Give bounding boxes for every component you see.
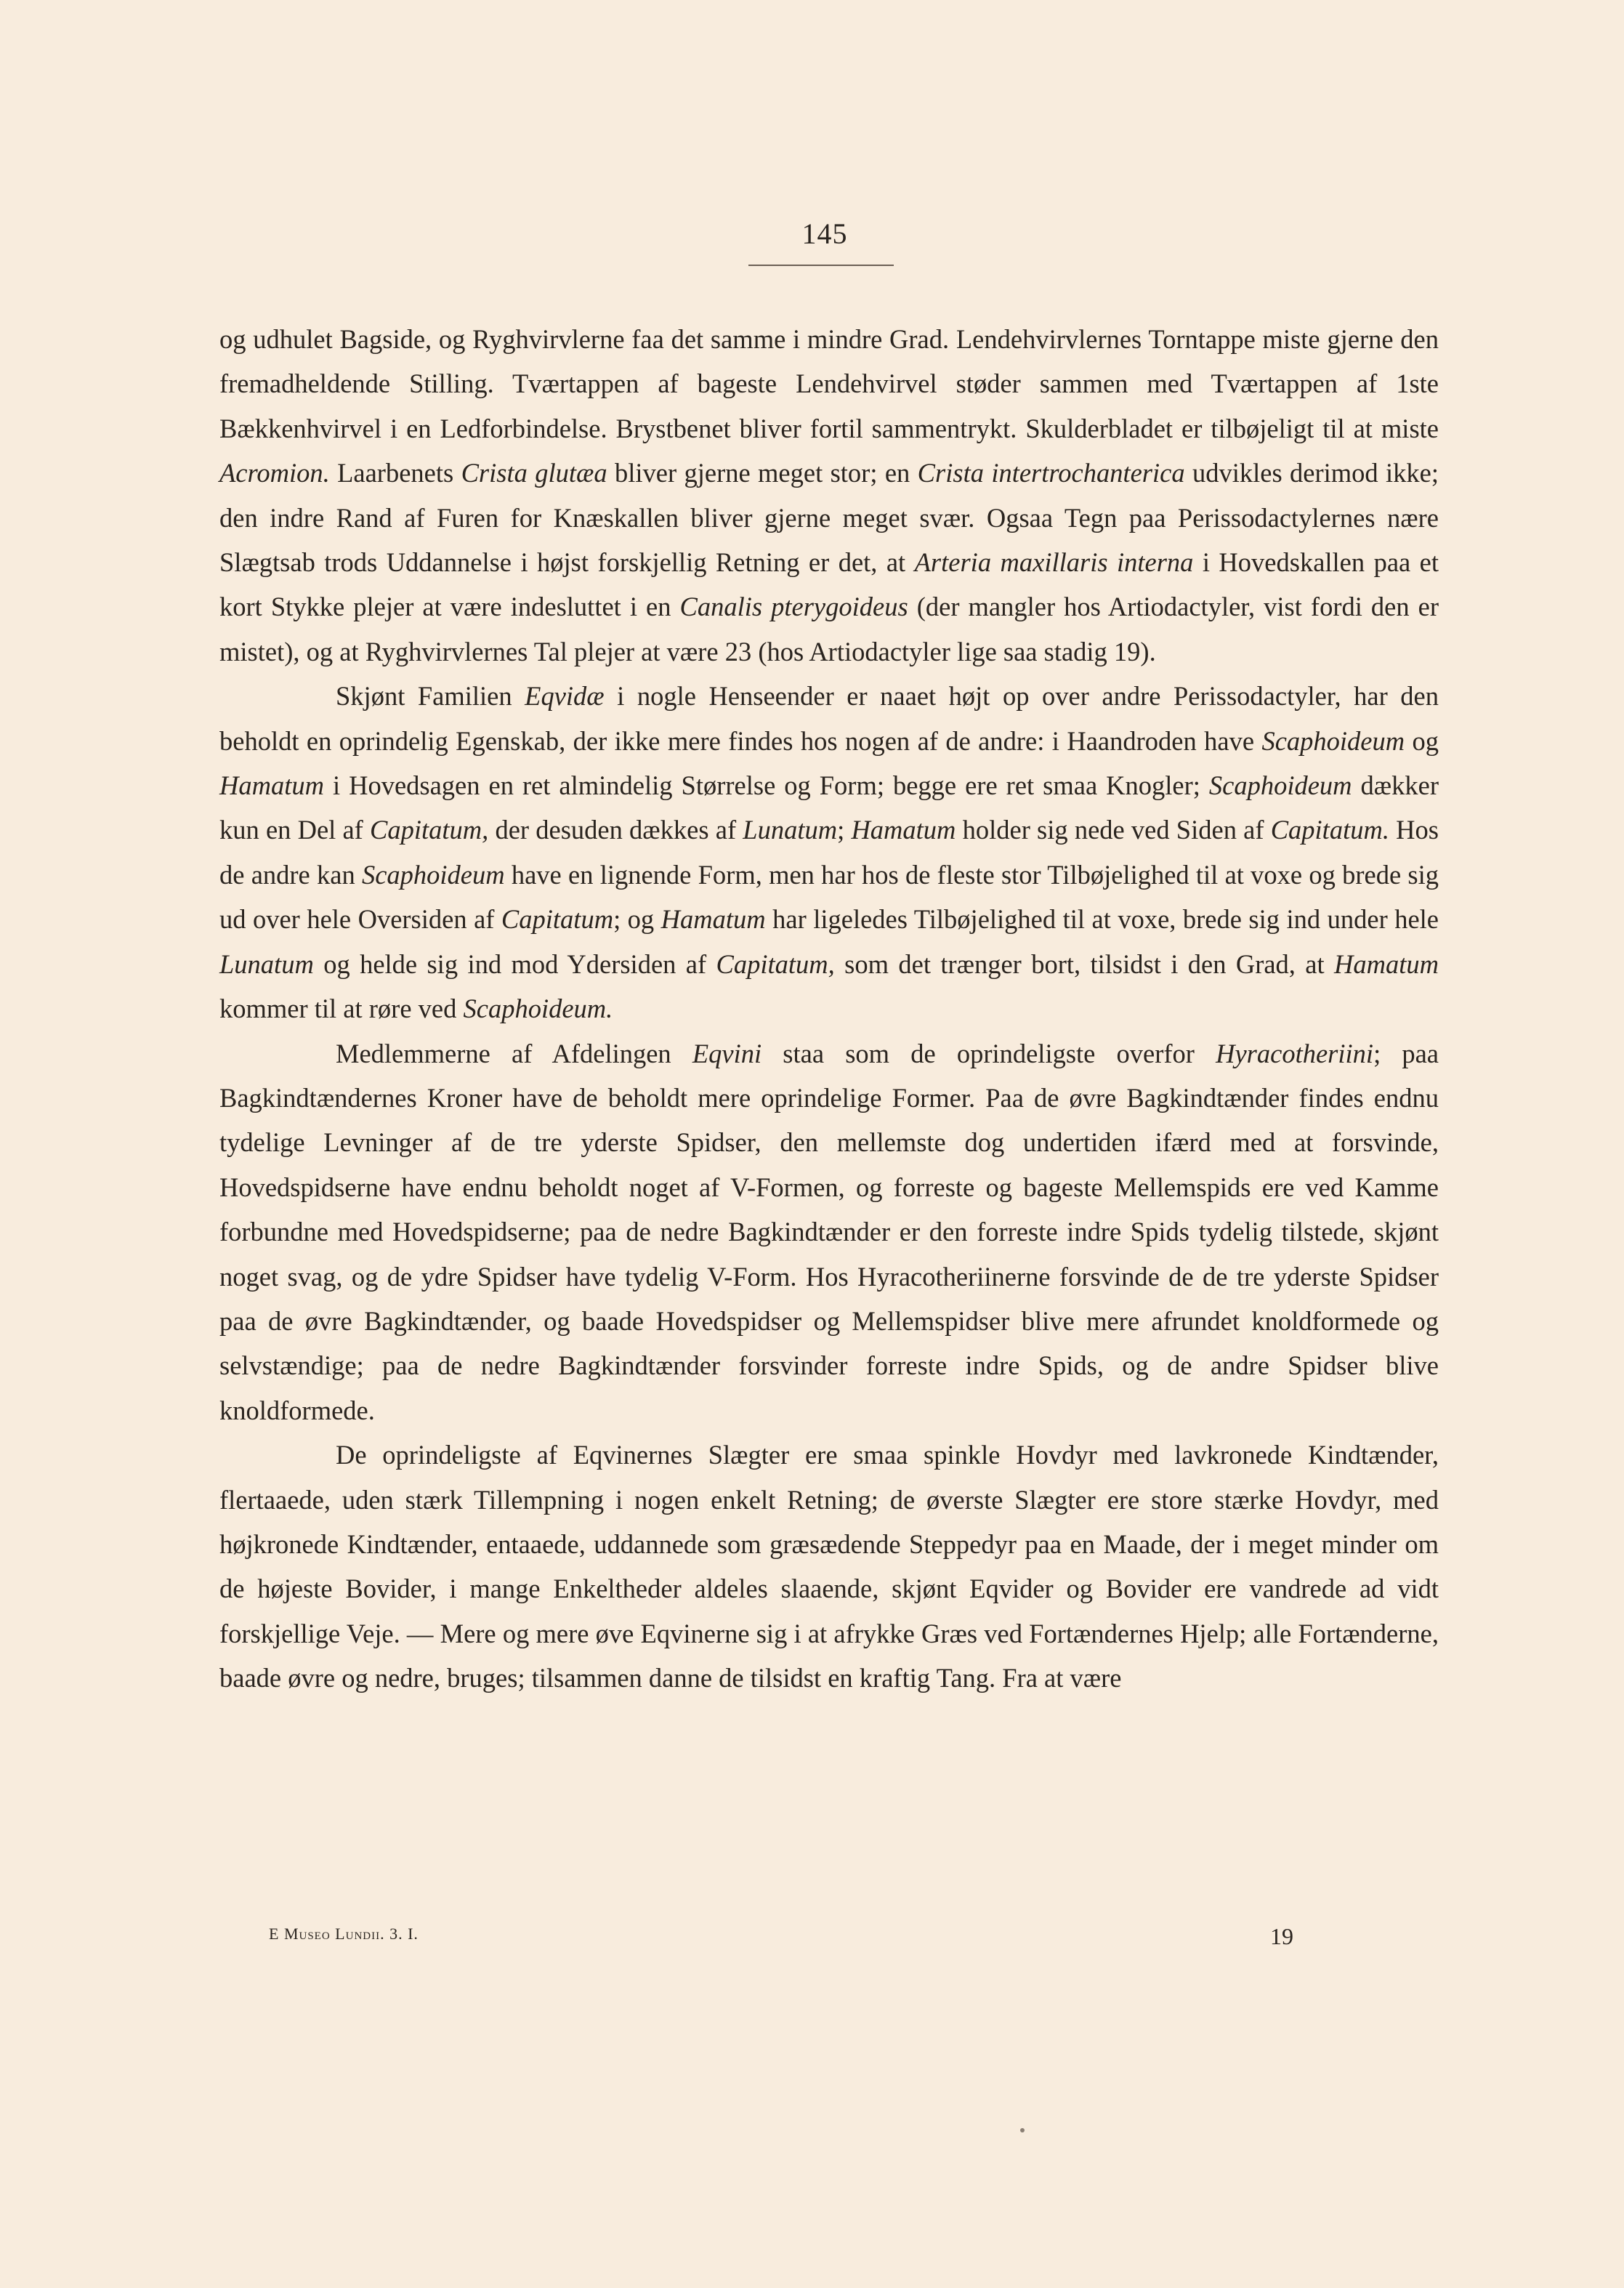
italic-term: Hamatum — [1334, 948, 1439, 979]
text-run: ; paa Bagkindtændernes Kroner have de beholdt mere oprindelige Former. Paa de øvre Bagkindtænder findes endnu tydelige Levninger af de tre yderste Spidser, den mellemste dog undertiden ifærd med at forsvinde, Hovedspidserne have endnu beholdt noget af V-Formen, og forreste og bageste Mellemspids ere ved Kamme forbundne med Hovedspidserne; paa de nedre Bagkindtænder er den forreste indre Spids tydelig tilstede, skjønt noget svag, og de ydre Spidser have tydelig V-Form. Hos Hyracotheriinerne forsvinde de de tre yderste Spidser paa de øvre Bagkindtænder, og baade Hovedspidser og Mellemspidser blive mere afrundet knoldformede og selvstændige; paa de nedre Bagkindtænder forsvinder forreste indre Spids, og de andre Spidser blive knoldformede. — [219, 1038, 1439, 1425]
text-run: holder sig nede ved Siden af — [956, 815, 1271, 845]
italic-term: Eqvidæ — [525, 681, 605, 712]
italic-term: Lunatum — [219, 948, 314, 979]
paragraph — [219, 674, 1439, 1031]
paragraph — [219, 317, 1439, 674]
text-run: bliver gjerne meget stor; en — [607, 458, 918, 488]
page-number-rule — [748, 265, 894, 266]
text-run: Medlemmerne af Afdelingen — [336, 1038, 692, 1068]
paper-speck — [1020, 2128, 1025, 2132]
paragraph — [219, 1433, 1439, 1700]
italic-term: Scaphoideum — [1261, 725, 1405, 756]
text-run: udvikles derimod ikke; den indre Rand af Furen for Knæskallen bliver gjerne meget svær. Ogsaa Tegn paa Perissodactylernes nære Slægtsab trods Uddannelse i højst forskjellig Retning er det, at — [219, 458, 1439, 578]
text-run: i Hovedskallen paa et kort Stykke plejer at være indesluttet i en — [219, 547, 1439, 622]
footer-sheet-number: 19 — [1270, 1923, 1293, 1949]
text-run: ; — [837, 815, 852, 845]
italic-term: Crista intertrochanterica — [917, 458, 1185, 488]
text-run: i Hovedsagen en ret almindelig Størrelse og Form; begge ere ret smaa Knogler; — [323, 770, 1209, 801]
text-run: har ligeledes Tilbøjelighed til at voxe, brede sig ind under hele — [765, 904, 1439, 935]
body-text — [219, 317, 1439, 1701]
text-run: og helde sig ind mod Ydersiden af — [313, 948, 716, 979]
text-run: (der mangler hos Artiodactyler, vist fordi den er mistet), og at Ryghvirvlernes Tal plejer at være 23 (hos Artiodactyler lige saa stadig 19). — [219, 592, 1439, 666]
text-run: som det trænger bort, tilsidst i den Grad, at — [834, 948, 1335, 979]
text-run: De oprindeligste af Eqvinernes Slægter ere smaa spinkle Hovdyr med lavkronede Kindtænder, flertaaede, uden stærk Tillempning i nogen enkelt Retning; de øverste Slægter ere store stærke Hovdyr, med højkronede Kindtænder, entaaede, uddannede som græsædende Steppedyr paa en Maade, der i meget minder om de højeste Bovider, i mange Enkeltheder aldeles slaaende, skjønt Eqvider og Bovider ere vandrede ad vidt forskjellige Veje. — Mere og mere øve Eqvinerne sig i at afrykke Græs ved Fortændernes Hjelp; alle Fortænderne, baade øvre og nedre, bruges; tilsammen danne de tilsidst en kraftig Tang. Fra at være — [219, 1440, 1439, 1693]
italic-term: Scaphoideum. — [463, 994, 613, 1024]
italic-term: Hyracotheriini — [1216, 1038, 1374, 1068]
text-run: Hos de andre kan — [219, 815, 1439, 890]
italic-term: Hamatum — [219, 770, 324, 801]
text-run: ; og — [613, 904, 661, 935]
text-run: dækker kun en Del af — [219, 770, 1439, 845]
paragraph — [219, 1031, 1439, 1433]
italic-term: Crista glutæa — [461, 458, 607, 488]
text-run: staa som de oprindeligste overfor — [761, 1038, 1216, 1068]
italic-term: Acromion. — [219, 458, 330, 488]
italic-term: Capitatum, — [716, 948, 835, 979]
text-run: have en lignende Form, men har hos de fleste stor Tilbøjelighed til at voxe og brede sig ud over hele Oversiden af — [219, 859, 1439, 935]
italic-term: Eqvini — [692, 1038, 762, 1068]
text-run: Skjønt Familien — [336, 681, 525, 712]
page-number: 145 — [801, 217, 848, 250]
italic-term: Capitatum. — [1270, 815, 1389, 845]
italic-term: Canalis pterygoideus — [679, 592, 908, 622]
italic-term: Hamatum — [851, 815, 956, 845]
italic-term: Lunatum — [743, 815, 838, 845]
italic-term: Scaphoideum — [361, 859, 505, 890]
italic-term: Capitatum — [501, 904, 614, 935]
italic-term: Scaphoideum — [1208, 770, 1352, 801]
text-run: og — [1405, 725, 1439, 756]
text-run: der desuden dækkes af — [488, 815, 743, 845]
italic-term: Arteria maxillaris interna — [914, 547, 1194, 578]
text-run: Laarbenets — [329, 458, 461, 488]
italic-term: Capitatum, — [370, 815, 489, 845]
text-run: kommer til at røre ved — [219, 994, 464, 1024]
footer-signature: E Museo Lundii. 3. I. — [269, 1925, 419, 1943]
text-run: i nogle Henseender er naaet højt op over andre Perissodactyler, har den beholdt en oprindelig Egenskab, der ikke mere findes hos nogen af de andre: i Haandroden have — [219, 681, 1439, 756]
italic-term: Hamatum — [660, 904, 766, 935]
text-run: og udhulet Bagside, og Ryghvirvlerne faa det samme i mindre Grad. Lendehvirvlernes Torntappe miste gjerne den fremadheldende Stilling. Tværtappen af bageste Lendehvirvel støder sammen med Tværtappen af 1ste Bækkenhvirvel i en Ledforbindelse. Brystbenet bliver fortil sammentrykt. Skulderbladet er tilbøjeligt til at miste — [219, 324, 1439, 443]
